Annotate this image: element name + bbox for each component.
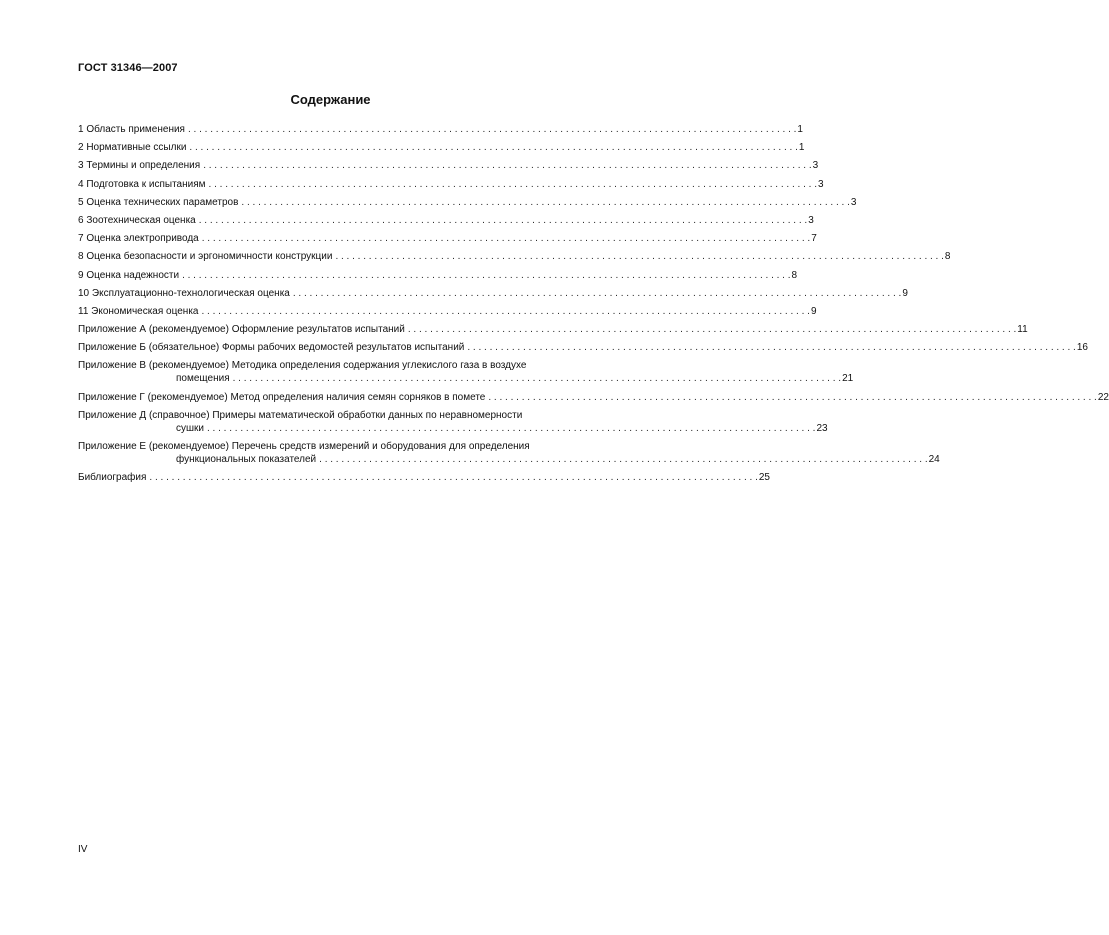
dot-leader <box>241 196 849 209</box>
toc-entry[interactable] <box>78 250 951 263</box>
toc-entry-appendix-e[interactable] <box>78 440 940 466</box>
toc-entry[interactable] <box>78 196 857 209</box>
toc-entry-label: 6 Зоотехническая оценка <box>78 214 196 226</box>
toc-entry-label: 2 Нормативные ссылки <box>78 142 187 154</box>
toc-entry-label: 7 Оценка электропривода <box>78 233 199 245</box>
toc-entry-label: Приложение Г (рекомендуемое) Метод определения наличия семян сорняков в помете <box>78 391 486 403</box>
dot-leader <box>335 250 943 263</box>
toc-entry-label: Приложение А (рекомендуемое) Оформление результатов испытаний <box>78 324 405 336</box>
toc-entry[interactable] <box>78 287 908 300</box>
toc-entry[interactable] <box>78 341 1088 354</box>
dot-leader <box>189 141 797 154</box>
toc-entry[interactable] <box>78 141 805 154</box>
dot-leader <box>408 323 1016 336</box>
dot-leader <box>202 232 810 245</box>
table-of-contents <box>78 123 1109 489</box>
toc-entry-label-continued: сушки <box>176 422 204 434</box>
dot-leader <box>209 178 817 191</box>
toc-entry-appendix-g[interactable] <box>78 391 1109 404</box>
toc-entry-page: 3 <box>817 178 824 190</box>
dot-leader <box>182 269 790 282</box>
toc-entry[interactable] <box>78 323 1028 336</box>
toc-entry-page: 21 <box>842 373 854 385</box>
toc-entry[interactable] <box>78 269 798 282</box>
toc-entry-page: 8 <box>791 269 798 281</box>
toc-entry-page: 23 <box>816 422 828 434</box>
dot-leader <box>188 123 796 136</box>
toc-entry-label: 8 Оценка безопасности и эргономичности конструкции <box>78 251 333 263</box>
toc-entry-page: 16 <box>1076 342 1088 354</box>
toc-entry[interactable] <box>78 123 803 136</box>
dot-leader <box>293 287 901 300</box>
dot-leader <box>319 453 927 466</box>
toc-entry-label: 11 Экономическая оценка <box>78 305 199 317</box>
toc-entry-label: 9 Оценка надежности <box>78 269 180 281</box>
toc-entry-page: 25 <box>758 472 770 484</box>
toc-entry[interactable] <box>78 214 814 227</box>
toc-entry[interactable] <box>78 305 817 318</box>
toc-entry-page: 1 <box>797 124 803 135</box>
toc-entry-label: Приложение Б (обязательное) Формы рабочих ведомостей результатов испытаний <box>78 342 465 354</box>
dot-leader <box>201 305 809 318</box>
toc-entry-page: 24 <box>928 454 940 465</box>
toc-entry-page: 9 <box>810 305 817 317</box>
document-code: ГОСТ 31346—2007 <box>78 62 178 74</box>
toc-entry-appendix-v[interactable] <box>78 359 854 385</box>
toc-entry-page: 7 <box>811 233 817 245</box>
toc-entry-bibliography[interactable] <box>78 471 770 484</box>
dot-leader <box>467 341 1075 354</box>
toc-entry-page: 11 <box>1017 324 1028 336</box>
dot-leader <box>207 422 815 435</box>
dot-leader <box>203 159 811 172</box>
toc-entry-label: 10 Эксплуатационно-технологическая оценка <box>78 287 290 299</box>
toc-entry-appendix-d[interactable] <box>78 409 828 435</box>
toc-entry-label: 3 Термины и определения <box>78 160 201 172</box>
toc-entry-label: Библиография <box>78 472 147 484</box>
toc-entry-label: Приложение В (рекомендуемое) Методика определения содержания углекислого газа в воздухе <box>78 360 527 372</box>
toc-entry-page: 1 <box>798 142 805 154</box>
toc-title: Содержание <box>290 92 371 107</box>
toc-entry-label-continued: функциональных показателей <box>176 454 317 465</box>
dot-leader <box>488 391 1096 404</box>
page-number: IV <box>78 844 88 855</box>
dot-leader <box>149 471 757 484</box>
toc-entry-label: Приложение Е (рекомендуемое) Перечень средств измерений и оборудования для определения <box>78 441 530 452</box>
toc-entry-label: 4 Подготовка к испытаниям <box>78 178 206 190</box>
toc-entry-page: 3 <box>812 160 819 172</box>
toc-entry-page: 3 <box>850 196 857 208</box>
toc-entry[interactable] <box>78 178 824 191</box>
toc-entry-label: Приложение Д (справочное) Примеры математической обработки данных по неравномерности <box>78 409 523 421</box>
toc-entry-page: 3 <box>808 214 814 226</box>
toc-entry-label-continued: помещения <box>176 373 230 385</box>
dot-leader <box>233 372 841 385</box>
toc-entry-page: 9 <box>902 287 908 299</box>
toc-entry-label: 5 Оценка технических параметров <box>78 196 239 208</box>
toc-entry[interactable] <box>78 159 819 172</box>
dot-leader <box>199 214 807 227</box>
toc-entry-page: 8 <box>944 251 951 263</box>
toc-entry-label: 1 Область применения <box>78 124 185 135</box>
toc-entry[interactable] <box>78 232 817 245</box>
toc-entry-page: 22 <box>1097 391 1109 403</box>
